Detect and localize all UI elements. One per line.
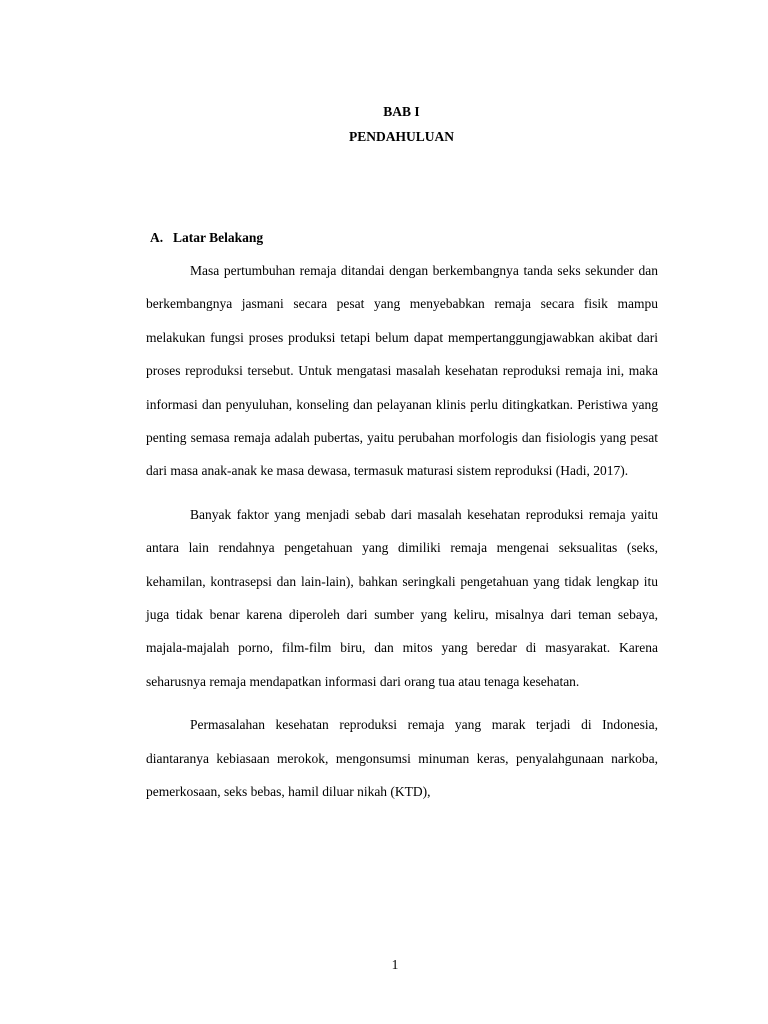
- section-title: Latar Belakang: [173, 230, 264, 245]
- section-heading: [150, 230, 263, 246]
- body-text: [146, 254, 658, 809]
- section-letter: A.: [150, 230, 164, 245]
- paragraph-1: Masa pertumbuhan remaja ditandai dengan berkembangnya tanda seks sekunder dan berkembangnya jasmani secara pesat yang menyebabkan remaja secara fisik mampu melakukan fungsi proses produksi tetapi belum dapat mempertanggungjawabkan akibat dari proses reproduksi tersebut. Untuk mengatasi masalah kesehatan reproduksi remaja ini, maka informasi dan penyuluhan, konseling dan pelayanan klinis perlu ditingkatkan. Peristiwa yang penting semasa remaja adalah pubertas, yaitu perubahan morfologis dan fisiologis yang pesat dari masa anak-anak ke masa dewasa, termasuk maturasi sistem reproduksi (Hadi, 2017).: [146, 263, 658, 479]
- chapter-number: BAB I: [383, 104, 420, 119]
- chapter-title: PENDAHULUAN: [348, 129, 454, 144]
- page-number: 1: [391, 957, 399, 972]
- paragraph-2: Banyak faktor yang menjadi sebab dari masalah kesehatan reproduksi remaja yaitu antara lain rendahnya pengetahuan yang dimiliki remaja mengenai seksualitas (seks, kehamilan, kontrasepsi dan lain-lain), bahkan seringkali pengetahuan yang tidak lengkap itu juga tidak benar karena diperoleh dari sumber yang keliru, misalnya dari teman sebaya, majala-majalah porno, film-film biru, dan mitos yang beredar di masyarakat. Karena seharusnya remaja mendapatkan informasi dari orang tua atau tenaga kesehatan.: [146, 506, 658, 689]
- paragraph-3: Permasalahan kesehatan reproduksi remaja yang marak terjadi di Indonesia, diantaranya kebiasaan merokok, mengonsumsi minuman keras, penyalahgunaan narkoba, pemerkosaan, seks bebas, hamil diluar nikah (KTD),: [146, 717, 658, 800]
